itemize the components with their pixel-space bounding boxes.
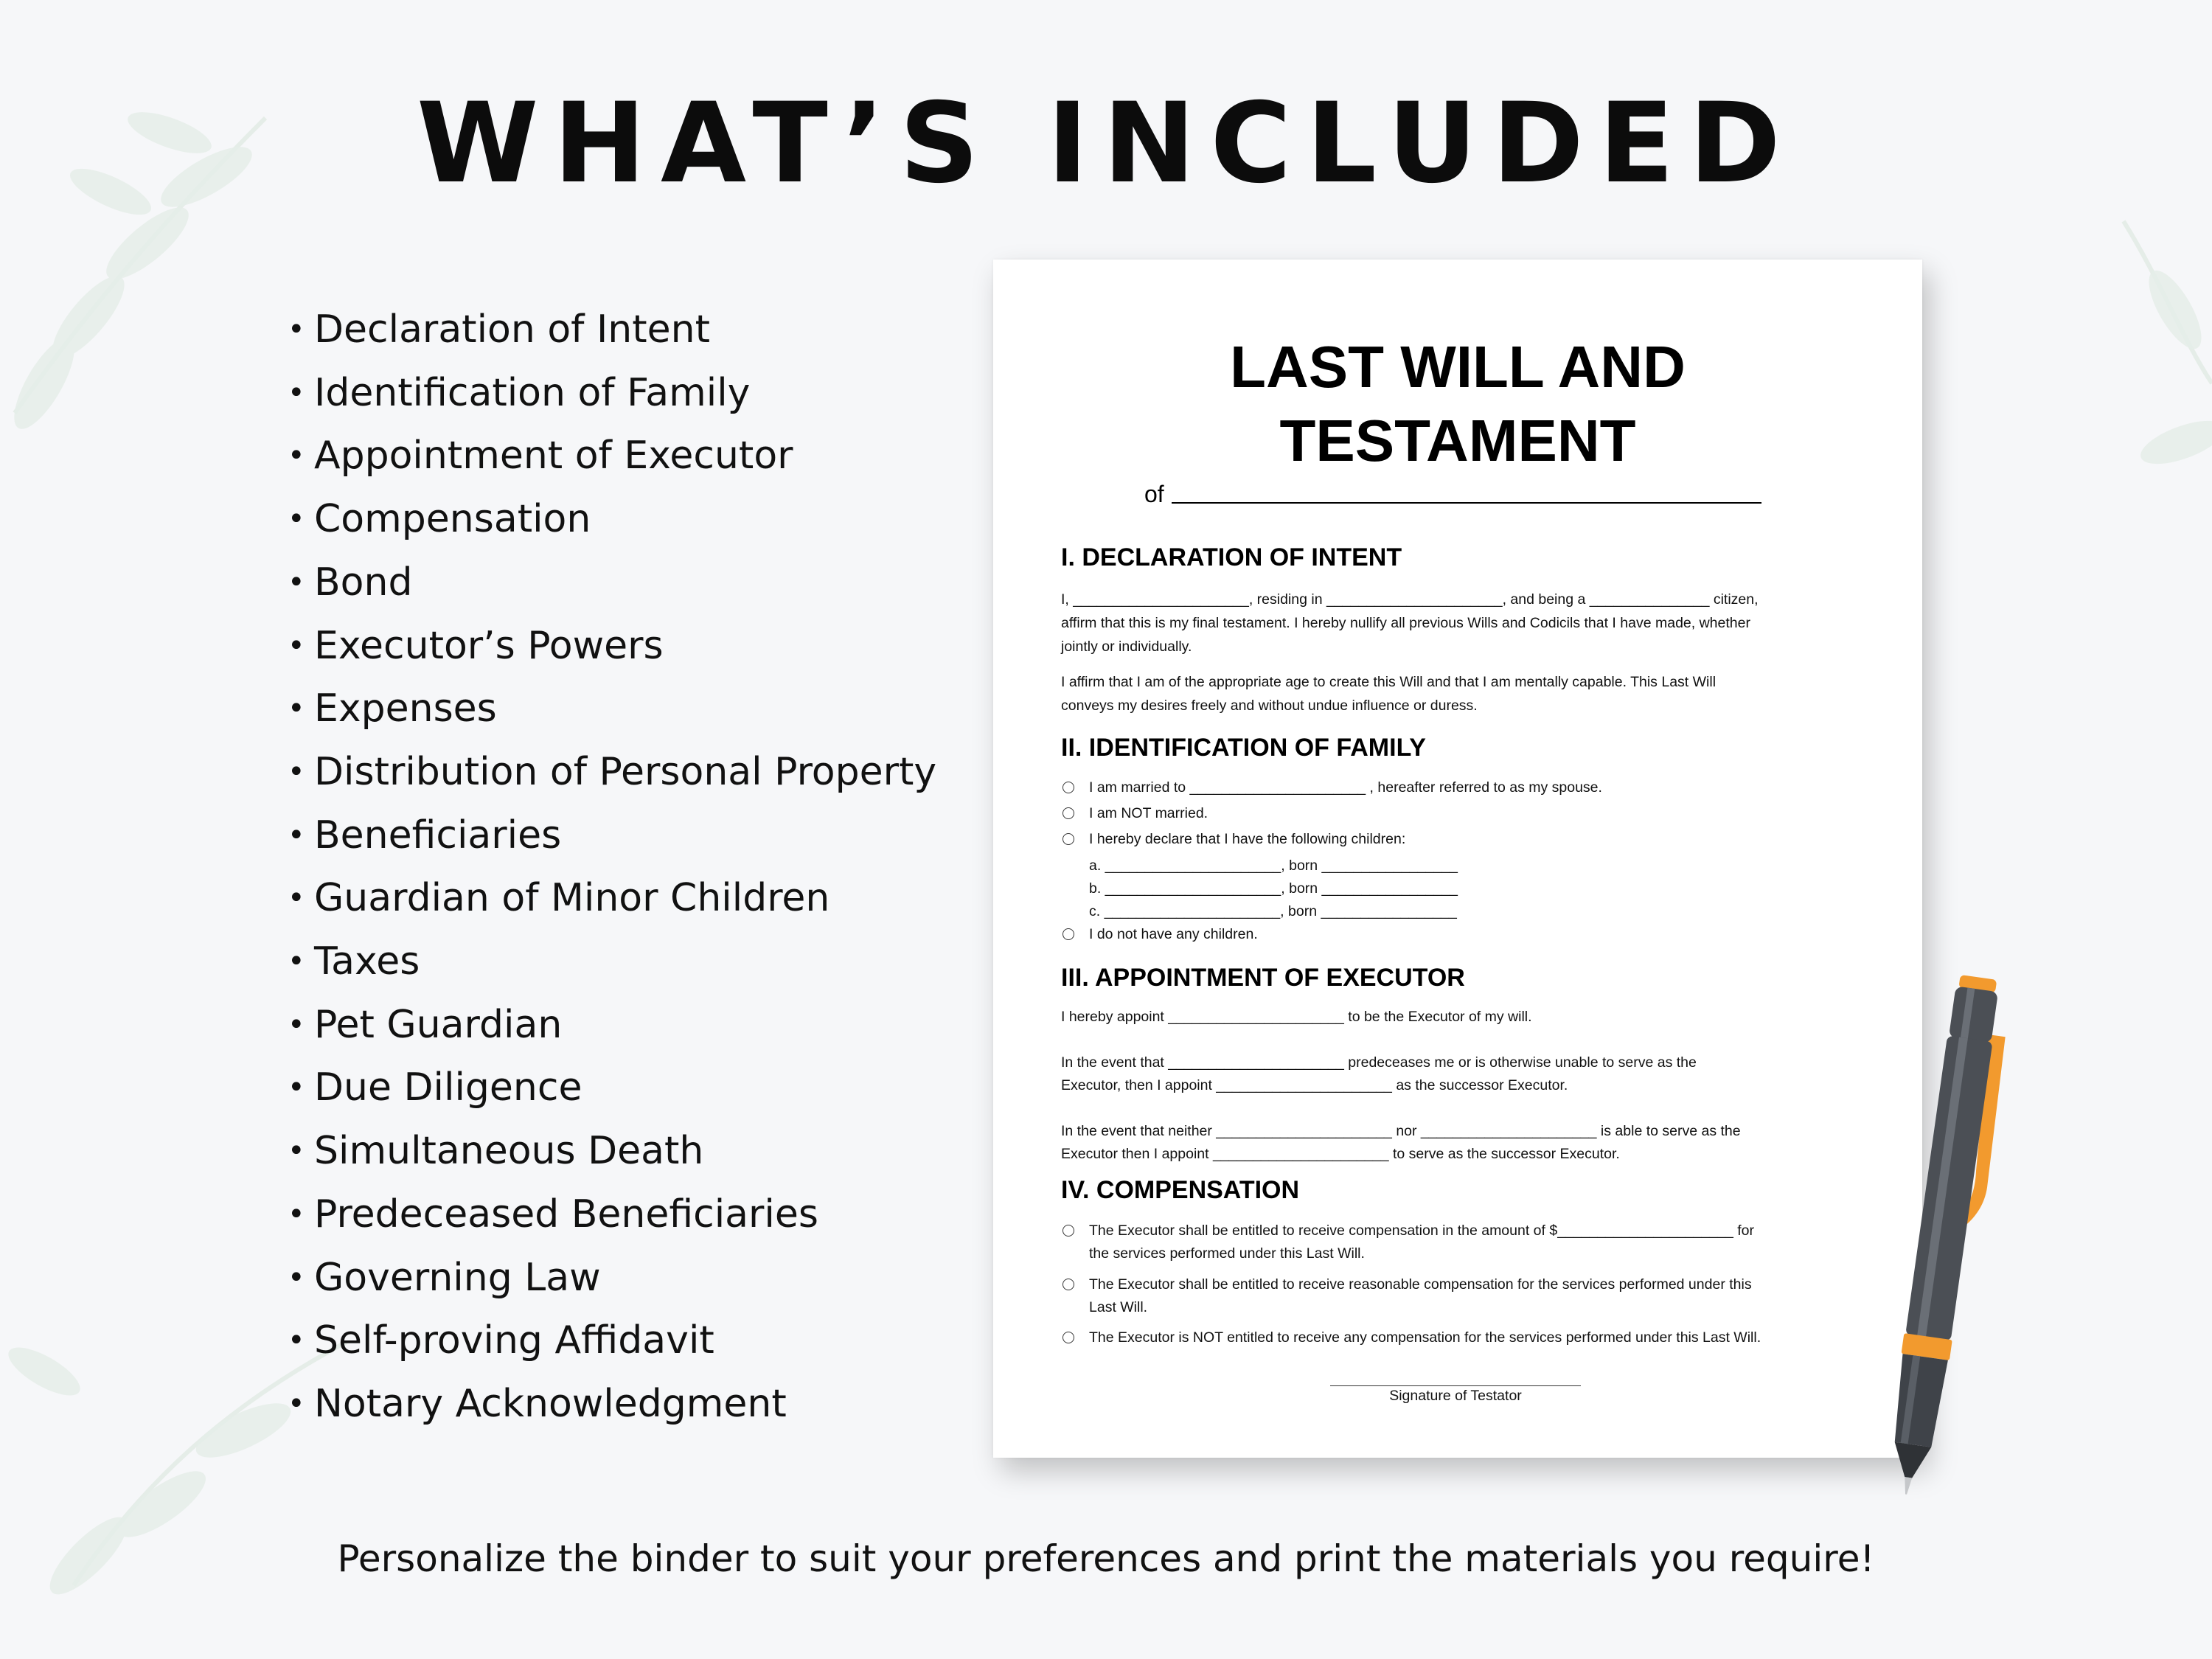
radio-button-icon[interactable] bbox=[1062, 1225, 1074, 1237]
executor-event-line-1: In the event that ______________________ predeceases me or is otherwise unable to serve as the bbox=[1061, 1054, 1697, 1071]
feature-list bbox=[288, 299, 936, 1436]
list-item: • Self-proving Affidavit bbox=[288, 1318, 714, 1363]
list-item: • Bond bbox=[288, 560, 413, 605]
testator-name-line bbox=[1144, 481, 1761, 508]
radio-button-icon[interactable] bbox=[1062, 807, 1074, 819]
executor-appoint-line: I hereby appoint ______________________ to be the Executor of my will. bbox=[1061, 1009, 1532, 1025]
list-item: • Simultaneous Death bbox=[288, 1129, 704, 1174]
list-item: • Compensation bbox=[288, 497, 591, 542]
option-married: I am married to ______________________ , hereafter referred to as my spouse. bbox=[1089, 779, 1602, 796]
list-item: • Due Diligence bbox=[288, 1065, 582, 1110]
of-label: of bbox=[1144, 481, 1164, 507]
list-item: • Notary Acknowledgment bbox=[288, 1381, 787, 1426]
compensation-option-2-line-1: The Executor shall be entitled to receive reasonable compensation for the services performed under this bbox=[1089, 1276, 1752, 1293]
list-item: • Taxes bbox=[288, 939, 420, 984]
list-item: • Identification of Family bbox=[288, 370, 751, 415]
name-blank-line bbox=[1172, 483, 1761, 504]
radio-button-icon[interactable] bbox=[1062, 1279, 1074, 1290]
list-item: • Distribution of Personal Property bbox=[288, 749, 937, 794]
compensation-option-3: The Executor is NOT entitled to receive any compensation for the services performed under this Last Will. bbox=[1089, 1329, 1761, 1346]
child-b-line: b. ______________________, born _________________ bbox=[1089, 880, 1458, 897]
section-heading-declaration: I. DECLARATION OF INTENT bbox=[1061, 543, 1402, 571]
section-heading-family: II. IDENTIFICATION OF FAMILY bbox=[1061, 734, 1426, 762]
child-a-line: a. ______________________, born _________________ bbox=[1089, 858, 1458, 874]
radio-button-icon[interactable] bbox=[1062, 833, 1074, 845]
executor-neither-line-2: Executor then I appoint ______________________ to serve as the successor Executor. bbox=[1061, 1146, 1620, 1162]
page-headline: WHAT’S INCLUDED bbox=[417, 80, 1795, 208]
executor-neither-line-1: In the event that neither ______________________ nor ______________________ is able to serve as the bbox=[1061, 1123, 1741, 1139]
radio-button-icon[interactable] bbox=[1062, 782, 1074, 793]
list-item: • Beneficiaries bbox=[288, 813, 562, 858]
option-no-children: I do not have any children. bbox=[1089, 926, 1258, 942]
compensation-option-1-line-2: the services performed under this Last Will. bbox=[1089, 1245, 1365, 1262]
section-heading-compensation: IV. COMPENSATION bbox=[1061, 1176, 1300, 1204]
list-item: • Executor’s Powers bbox=[288, 623, 664, 668]
list-item: • Expenses bbox=[288, 686, 497, 731]
radio-button-icon[interactable] bbox=[1062, 1332, 1074, 1343]
signature-line bbox=[1330, 1385, 1581, 1386]
compensation-option-1-line-1: The Executor shall be entitled to receive compensation in the amount of $______________________ for bbox=[1089, 1222, 1754, 1239]
option-children: I hereby declare that I have the following children: bbox=[1089, 831, 1406, 847]
list-item: • Guardian of Minor Children bbox=[288, 876, 830, 921]
document-title-line-2: TESTAMENT bbox=[1279, 408, 1636, 473]
executor-event-line-2: Executor, then I appoint ______________________ as the successor Executor. bbox=[1061, 1077, 1568, 1093]
declaration-paragraph-2: I affirm that I am of the appropriate age to create this Will and that I am mentally capable. This Last Will conveys my desires freely and without undue influence or duress. bbox=[1061, 674, 1717, 714]
document-title-line-1: LAST WILL AND bbox=[1230, 334, 1686, 400]
document-title bbox=[993, 330, 1922, 478]
declaration-paragraph-1: I, ______________________, residing in ______________________, and being a _______________ citizen, affirm that this is my final testament. I hereby nullify all previous Wills and Codicils that I have made, whether jointly or individually. bbox=[1061, 591, 1759, 655]
list-item: • Predeceased Beneficiaries bbox=[288, 1192, 818, 1237]
child-c-line: c. ______________________, born _________________ bbox=[1089, 903, 1457, 919]
will-document-page bbox=[993, 260, 1922, 1458]
compensation-option-2-line-2: Last Will. bbox=[1089, 1299, 1148, 1315]
section-heading-executor: III. APPOINTMENT OF EXECUTOR bbox=[1061, 964, 1465, 992]
radio-button-icon[interactable] bbox=[1062, 928, 1074, 940]
pen-icon bbox=[1851, 959, 2013, 1504]
signature-label: Signature of Testator bbox=[1389, 1388, 1522, 1404]
footer-note: Personalize the binder to suit your preferences and print the materials you require! bbox=[337, 1537, 1875, 1580]
list-item: • Governing Law bbox=[288, 1255, 601, 1300]
list-item: • Declaration of Intent bbox=[288, 307, 710, 352]
option-not-married: I am NOT married. bbox=[1089, 805, 1208, 821]
list-item: • Pet Guardian bbox=[288, 1002, 563, 1047]
list-item: • Appointment of Executor bbox=[288, 434, 793, 479]
